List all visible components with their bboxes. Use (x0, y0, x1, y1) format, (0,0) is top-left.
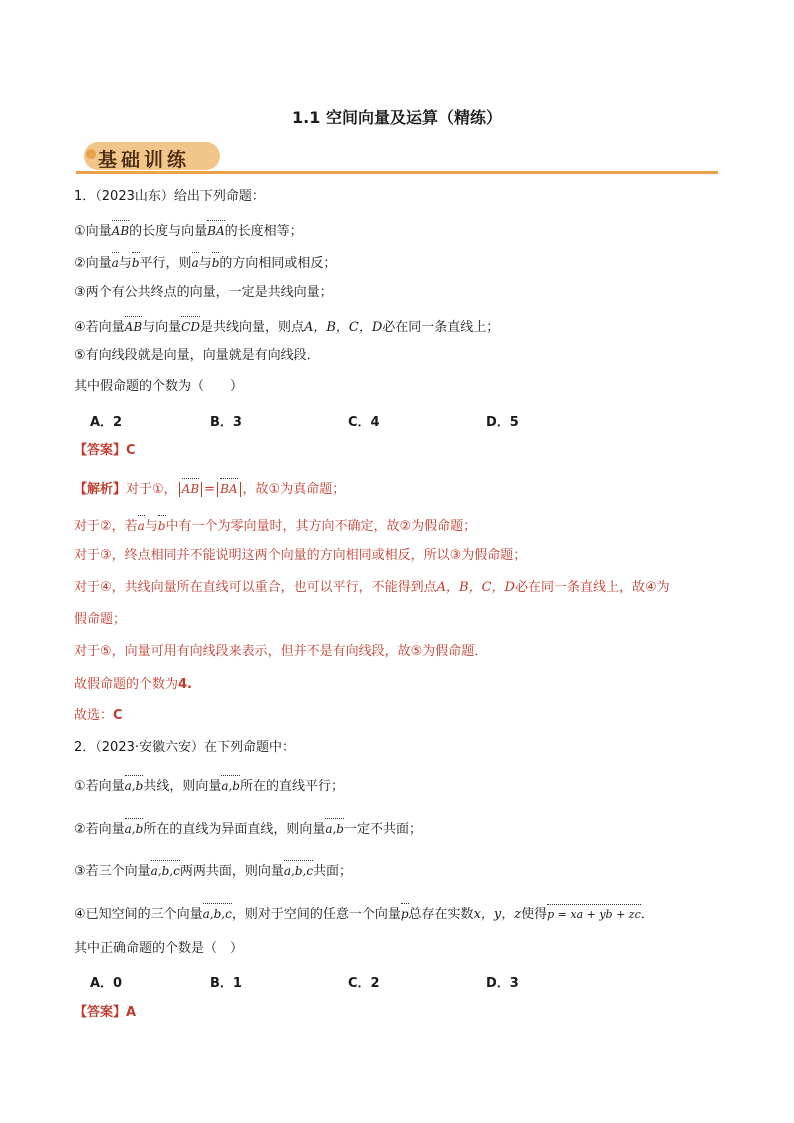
q1-analysis-4: 对于④，共线向量所在直线可以重合，也可以平行，不能得到点A，B，C，D必在同一条直线上，故④为 (74, 580, 670, 595)
q2-proposition-4: ④已知空间的三个向量a,b,c，则对于空间的任意一个向量p总存在实数x，y，z使得p = xa + yb + zc． (74, 903, 654, 924)
points-abcd: A，B，C，D (436, 580, 515, 595)
answer-value: C (126, 443, 136, 458)
vector-b: b (132, 252, 140, 272)
q1-answer (74, 442, 136, 460)
vectors-abc: a,b,c (203, 903, 232, 923)
q1-option-b: B．3 (210, 415, 242, 430)
banner-dot-icon (86, 149, 96, 159)
vector-b: b (158, 515, 166, 535)
q2-stem: 2．（2023·安徽六安）在下列命题中： (74, 740, 295, 755)
vector-cd: CD (181, 316, 200, 336)
vectors-ab: a,b (221, 775, 240, 795)
banner-tag (84, 142, 220, 170)
q1-proposition-5: ⑤有向线段就是向量，向量就是有向线段． (74, 348, 320, 363)
linear-combination-formula: p = xa + yb + zc (547, 904, 641, 924)
q1-analysis-2: 对于②，若a与b中有一个为零向量时，其方向不确定，故②为假命题； (74, 515, 476, 536)
q2-option-b: B．1 (210, 976, 242, 991)
q1-analysis-4-cont: 假命题； (74, 612, 127, 627)
analysis-label: 【解析】 (74, 482, 127, 497)
vector-ab: AB (182, 478, 199, 498)
q2-proposition-2: ②若向量a,b所在的直线为异面直线，则向量a,b一定不共面； (74, 818, 422, 839)
q2-proposition-1: ①若向量a,b共线，则向量a,b所在的直线平行； (74, 775, 344, 796)
vector-a: a (112, 252, 119, 272)
q2-proposition-3: ③若三个向量a,b,c两两共面，则向量a,b,c共面； (74, 860, 352, 881)
q2-question: 其中正确命题的个数是（ ） (74, 941, 244, 956)
answer-value: A (126, 1005, 137, 1020)
banner-label: 基础训练 (98, 149, 191, 171)
vector-a: a (138, 515, 145, 535)
q1-proposition-2: ②向量a与b平行，则a与b的方向相同或相反； (74, 252, 336, 273)
reals-xyz: x，y，z (473, 907, 522, 922)
vector-ba: BA (220, 478, 237, 498)
q1-option-c: C．4 (348, 415, 380, 430)
q1-count: 故假命题的个数为4. (74, 677, 192, 692)
vector-ab: AB (112, 220, 129, 240)
q1-proposition-3: ③两个有公共终点的向量，一定是共线向量； (74, 285, 333, 300)
q1-choose: 故选：C (74, 708, 123, 723)
q1-proposition-4: ④若向量AB与向量CD是共线向量，则点A，B，C，D必在同一条直线上； (74, 316, 499, 337)
vectors-ab: a,b (125, 818, 144, 838)
q2-option-a: A．0 (90, 976, 123, 991)
vectors-ab: a,b (125, 775, 144, 795)
q2-answer (74, 1004, 136, 1022)
vector-ba: BA (207, 220, 224, 240)
q2-option-c: C．2 (348, 976, 380, 991)
q1-option-d: D．5 (486, 415, 519, 430)
q1-proposition-1: ①向量AB的长度与向量BA的长度相等； (74, 220, 303, 241)
vector-ab: AB (125, 316, 142, 336)
q1-analysis-5: 对于⑤，向量可用有向线段来表示，但并不是有向线段，故⑤为假命题． (74, 644, 488, 659)
page-title: 1.1 空间向量及运算（精练） (292, 108, 502, 127)
vectors-abc: a,b,c (284, 860, 313, 880)
q1-analysis-3: 对于③，终点相同并不能说明这两个向量的方向相同或相反，所以③为假命题； (74, 548, 527, 563)
q1-stem: 1．（2023山东）给出下列命题： (74, 189, 265, 204)
points-abcd: A，B，C，D (303, 320, 383, 335)
q1-question: 其中假命题的个数为（ ） (74, 379, 244, 394)
vectors-abc: a,b,c (151, 860, 180, 880)
q1-option-a: A．2 (90, 415, 123, 430)
vector-p: p (401, 903, 409, 923)
section-banner (76, 140, 718, 176)
vector-b: b (212, 252, 220, 272)
q1-analysis-1: 【解析】对于①， AB = BA ，故①为真命题； (74, 478, 345, 499)
answer-label: 【答案】 (74, 443, 127, 458)
q2-option-d: D．3 (486, 976, 519, 991)
answer-label: 【答案】 (74, 1005, 127, 1020)
vectors-ab: a,b (325, 818, 344, 838)
vector-a: a (192, 252, 199, 272)
